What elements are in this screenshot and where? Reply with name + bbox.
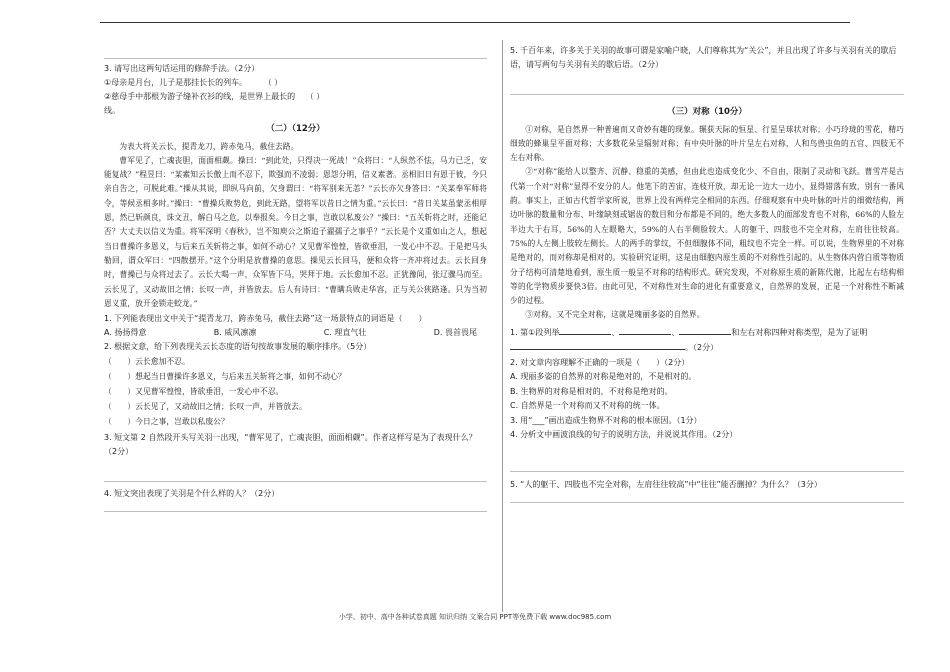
q3-title: 3. 请写出这两句话运用的修辞手法。（2分） <box>104 64 260 73</box>
rq2-item-c[interactable]: C. 自然界是一个对称而又不对称的统一体。 <box>510 401 665 411</box>
q1-choice-b[interactable]: B. 威风凛凛 <box>213 328 257 338</box>
rq5-top-title: 5. 千百年来，许多关于关羽的故事可谓是家喻户晓，人们尊称其为“关公”，并且出现了许多与关羽有关的歇后语，请写两句与关羽有关的歇后语。（2分） <box>510 46 897 69</box>
q4-title: 4. 短文突出表现了关羽是个什么样的人？（2分） <box>104 489 280 499</box>
section2-title: （二）（12分） <box>266 124 325 134</box>
rq5-title: 5. “人的躯干、四肢也不完全对称，左肩往往较高”中“往往”能否删掉？为什么？（3分） <box>510 479 822 489</box>
section3-title: （三）对称（10分） <box>667 107 747 117</box>
rq1 <box>510 325 904 341</box>
q2-item-4[interactable]: （ ）云长见了，又动故旧之情；长叹一声，并皆放去。 <box>104 402 307 412</box>
right-column <box>510 44 904 503</box>
passage-para-1: 为表大将关云长，提青龙刀，跨赤兔马，截住去路。 <box>119 141 299 151</box>
q4-answer-line[interactable] <box>104 501 487 512</box>
q2-item-2[interactable]: （ ）想起当日曹操许多恩义，与后来五关斩将之事，如何不动心？ <box>104 372 346 382</box>
top-rule <box>100 22 850 23</box>
r-passage-para-3: ③对称，又不完全对称，这就是瑰丽多姿的自然界。 <box>525 310 705 320</box>
rq2-title: 2. 对文章内容理解不正确的一项是（ ）（2分） <box>510 357 690 367</box>
q2-item-3[interactable]: （ ）又见曹军惶惶，皆欲垂泪，一发心中不忍。 <box>104 387 284 397</box>
rq1-text-d: 和左右对称四种对称类型，是为了证明 <box>731 327 868 337</box>
q1-title: 1. 下列能表现出文中关于“提青龙刀，跨赤兔马，截住去路”这一场景特点的词语是（ ） <box>104 314 427 324</box>
rq1-sep-2: 、 <box>671 327 680 337</box>
rq1-text-a: 1. 第①段列举 <box>510 327 560 337</box>
rq1-text-e: 。（2分） <box>685 343 719 353</box>
q3-item2 <box>104 90 487 104</box>
rq1-blank-2[interactable] <box>619 325 671 335</box>
answer-line <box>104 44 487 59</box>
rq5-answer-line[interactable] <box>510 492 904 503</box>
rq1-blank-3[interactable] <box>679 325 731 335</box>
q1-choice-a[interactable]: A. 扬扬得意 <box>104 328 147 338</box>
q3-item2-cont: 线。 <box>104 106 120 115</box>
rq3-title: 3. 用“___”画出造成生物界不对称的根本原因。（1分） <box>510 415 702 425</box>
q3-item1-paren[interactable]: （ ） <box>263 78 283 87</box>
q2-item-1[interactable]: （ ）云长愈加不忍。 <box>104 357 190 367</box>
q3-item1-text: ①母亲是月台，儿子是那挂长长的列车。 <box>104 78 248 87</box>
q2-item-5[interactable]: （ ）今日之事，岂敢以私废公？ <box>104 417 229 427</box>
rq4-answer-line[interactable] <box>510 443 904 472</box>
q1-choice-c[interactable]: C. 理直气壮 <box>323 328 367 338</box>
column-separator <box>502 40 503 612</box>
r-passage-para-2: ②“对称”能给人以整齐、沉静、稳重的美感，但由此也造成变化少、不自由，限制了灵动和飞跃。曹雪芹是古代第一个对“对称”显得不安分的人。他笔下的苦宙，连枝开放，却无论一边大一边小，显得错落有致，别有一番风韵。事实上，正如古代哲学家所说，世界上没有两样完全相同的东西。仔细观察有中央叶脉的叶片的细微结构，两边叶脉的数量和分布、叶缘缺刻或锯齿的数目和分布都是不同的。绝大多数人的面部发育也不对称，66%的人脸左半边大于右耳，56%的人左眼略大，59%的人右半侧脸较大。人的躯干、四肢也不完全对称，左肩往往较高。75%的人左侧上肢较左侧长。人的两手的掌纹，不但细腺体不同，粗纹也不完全一样。可以说，生物界里的不对称是绝对的，而对称却是相对的。实验研究证明，这是由细胞内原生质的不对称性引起的。从生物体内营白质等物质分子结构可清楚地看到，原生质一般呈不对称的结构形式。研究发现，不对称原生质的新陈代谢，比起左右结构相等的化学物质步要快3倍。由此可见，不对称性对生命的进化有重要意义，自然界的发展，正是一个对称性不断减少的过程。 <box>510 167 904 306</box>
q1-choices <box>104 326 487 340</box>
rq2-item-a[interactable]: A. 现丽多姿的自然界的对称是绝对的，不是相对的。 <box>510 372 697 382</box>
rq5-top-answer-line[interactable] <box>510 72 904 95</box>
page-footer: 小学、初中、高中各种试卷真题 知识归纳 文案合同 PPT等免费下载 www.doc985.com <box>338 613 612 621</box>
passage-para-2: 曹军见了，亡魂丧胆，面面相觑。操曰：“到此处，只得决一死战！”众将曰：“人纵然不怯，马力已乏，安能复战？”程昱曰：“某素知云长傲上而不忍下，欺强而不凌弱；恩怨分明，信义素著。丞相旧日有恩于彼，今只亲自告之，可脱此难。”操从其说，即纵马向前，欠身谓曰：“将军别来无恙？”云长亦欠身答曰：“关某奉军师将令，等候丞相多时。”操曰：“曹操兵败势危，到此无路，望将军以昔日之情为重。”云长曰：“昔日关某虽蒙丞相厚恩，然已斩颜良，诛文丑，解白马之危，以奉报矣。今日之事，岂敢以私废公？”操曰：“五关斩将之时，还能记否？大丈夫以信义为重。将军深明《春秋》，岂不知庾公之斯追子濯孺子之事乎？”云长是个义重如山之人，想起当日曹操许多恩义，与后来五关斩将之事，如何不动心？又见曹军惶惶，皆欲垂泪，一发心中不忍。于是把马头勒回，谓众军曰：“四散摆开。”这个分明是放曹操的意思。操见云长回马，便和众将一齐冲将过去。云长回身时，曹操已与众将过去了。云长大喝一声，众军皆下马，哭拜于地。云长愈加不忍。正犹豫间，张辽骤马而至。云长见了，又动故旧之情；长叹一声，并皆放去。后人有诗曰：“曹瞒兵败走华容，正与关公狭路逢。只为当初恩义重，放开金锁走蛟龙。” <box>104 155 487 308</box>
q3b-title: 3. 短文第 2 自然段开头写关羽一出现，“曹军见了，亡魂丧胆，面面相觑”。作者这样写是为了表现什么？（2分） <box>104 433 477 457</box>
rq1-sep-1: 、 <box>611 327 620 337</box>
rq1-cont <box>510 340 904 356</box>
rq1-blank-1[interactable] <box>559 325 611 335</box>
q3b-answer-line[interactable] <box>104 459 487 482</box>
rq4-title: 4. 分析文中画波浪线的句子的说明方法，并说说其作用。（2分） <box>510 430 738 440</box>
left-column <box>104 44 487 512</box>
q3-item1 <box>104 76 487 90</box>
q3-item2-paren[interactable]: （ ） <box>305 92 325 101</box>
q1-choice-d[interactable]: D. 畏首畏尾 <box>433 328 477 338</box>
r-passage-para-1: ①对称，是自然界一种普遍而又奇妙有趣的现象。辗获天际的恒星、行星呈球状对称；小巧玲珑的雪花，精巧细致的蜂巢呈平面对称；大多数花朵呈辐射对称；有中央叶脉的叶片呈左右对称，人和鸟兽虫鱼的五官、四肢无不左右对称。 <box>510 124 904 163</box>
q3-item2-text: ②慈母手中那根为游子缝补衣衫的线，是世界上最长的 <box>104 92 296 101</box>
q2-title: 2. 根据文意，给下列表现关云长态度的语句按故事发展的顺序排序。（5分） <box>104 342 372 352</box>
rq1-blank-4[interactable] <box>510 340 685 350</box>
rq2-item-b[interactable]: B. 生物界的对称是相对的，不对称是绝对的。 <box>510 386 673 396</box>
